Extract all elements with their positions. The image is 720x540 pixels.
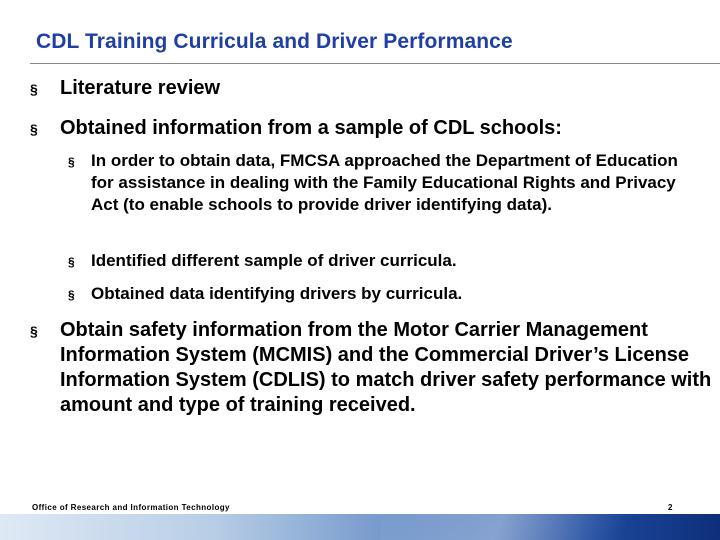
slide-title: CDL Training Curricula and Driver Performance [36,30,513,53]
page-number: 2 [668,503,673,512]
footer-office-name: Office of Research and Information Technology [32,503,230,512]
sub-bullet-text: Obtained data identifying drivers by curricula. [91,284,463,303]
bullet-marker-icon: § [68,155,75,169]
bullet-text: Literature review [60,77,221,99]
sub-bullet-text: Identified different sample of driver curricula. [91,251,457,270]
bullet-marker-icon: § [68,255,75,269]
title-divider [30,63,720,64]
bullet-marker-icon: § [30,81,38,97]
bullet-marker-icon: § [30,121,38,137]
sub-bullet-text: In order to obtain data, FMCSA approached the Department of Education for assistance in dealing with the Family Educational Rights and Privacy Act (to enable schools to provide driver identifying data). [91,151,678,214]
bullet-marker-icon: § [68,288,75,302]
footer-band-highlight [380,514,640,540]
bullet-marker-icon: § [30,323,38,339]
footer-band [0,514,720,540]
bullet-text: Obtain safety information from the Motor Carrier Management Information System (MCMIS) and the Commercial Driver’s License Information System (CDLIS) to match driver safety performance with amount and type of training received. [60,319,712,416]
bullet-text: Obtained information from a sample of CDL schools: [60,117,562,139]
